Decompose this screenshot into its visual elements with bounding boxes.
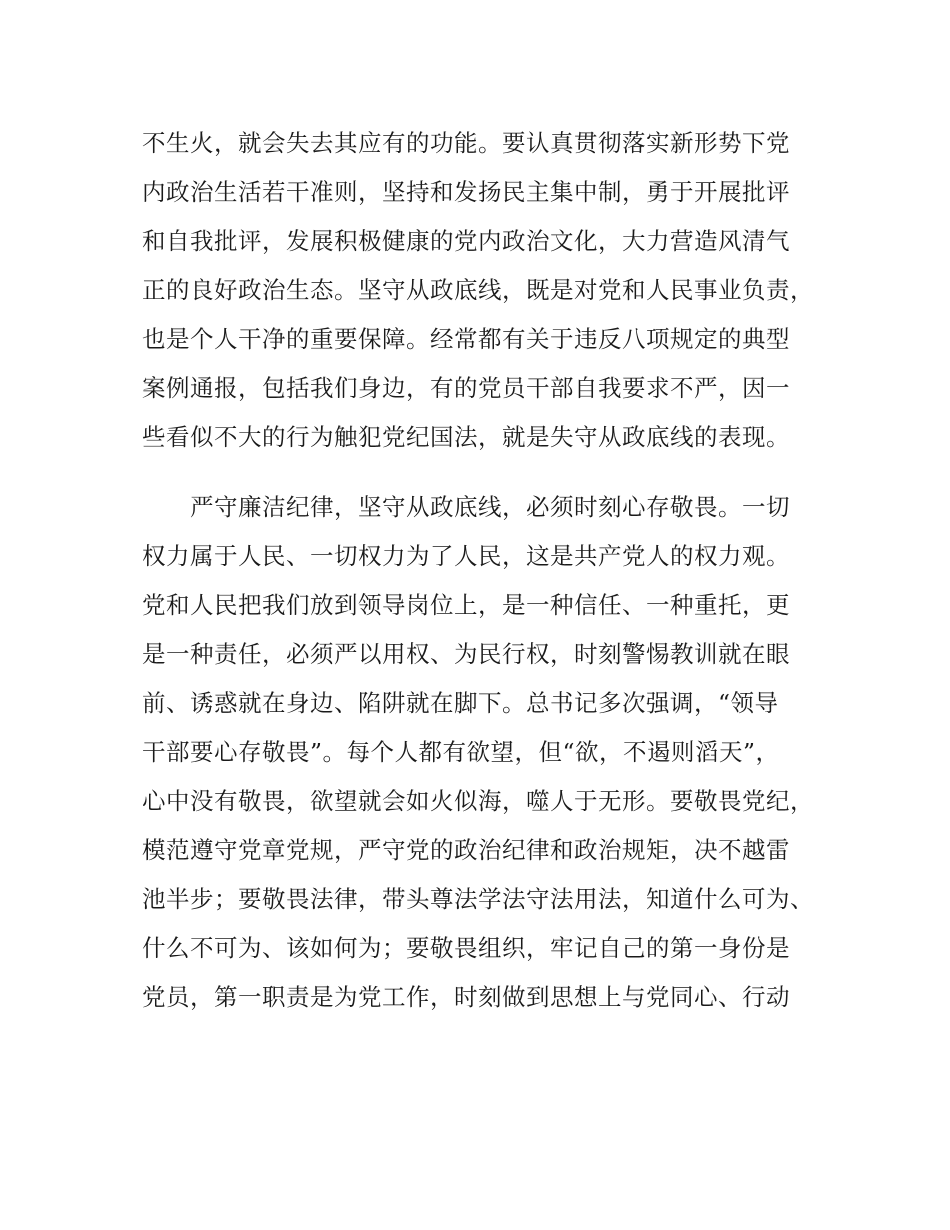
paragraph-1-line: 正的良好政治生态。坚守从政底线，既是对党和人民事业负责， [142,276,814,304]
paragraph-2-line: 是一种责任，必须严以用权、为民行权，时刻警惕教训就在眼 [142,640,790,668]
paragraph-1-line: 也是个人干净的重要保障。经常都有关于违反八项规定的典型 [142,325,790,353]
paragraph-1-line: 案例通报，包括我们身边，有的党员干部自我要求不严，因一 [142,374,790,402]
paragraph-2-line: 党员，第一职责是为党工作，时刻做到思想上与党同心、行动 [142,983,790,1011]
paragraph-1-line: 些看似不大的行为触犯党纪国法，就是失守从政底线的表现。 [142,423,790,451]
paragraph-1-line: 和自我批评，发展积极健康的党内政治文化，大力营造风清气 [142,227,790,255]
paragraph-2-line: 严守廉洁纪律，坚守从政底线，必须时刻心存敬畏。一切 [190,493,790,521]
paragraph-1-line: 内政治生活若干准则，坚持和发扬民主集中制，勇于开展批评 [142,178,790,206]
paragraph-2-line: 权力属于人民、一切权力为了人民，这是共产党人的权力观。 [142,542,790,570]
paragraph-2-line: 什么不可为、该如何为；要敬畏组织，牢记自己的第一身份是 [142,934,790,962]
paragraph-1-line: 不生火，就会失去其应有的功能。要认真贯彻落实新形势下党 [142,129,790,157]
paragraph-2-line: 党和人民把我们放到领导岗位上，是一种信任、一种重托，更 [142,591,790,619]
paragraph-2-line: 前、诱惑就在身边、陷阱就在脚下。总书记多次强调，“领导 [142,689,779,717]
paragraph-2-line: 干部要心存敬畏”。每个人都有欲望，但“欲，不遏则滔天”， [142,738,780,766]
paragraph-2-line: 模范遵守党章党规，严守党的政治纪律和政治规矩，决不越雷 [142,836,790,864]
paragraph-2-line: 心中没有敬畏，欲望就会如火似海，噬人于无形。要敬畏党纪， [142,787,814,815]
paragraph-2-line: 池半步；要敬畏法律，带头尊法学法守法用法，知道什么可为、 [142,885,814,913]
